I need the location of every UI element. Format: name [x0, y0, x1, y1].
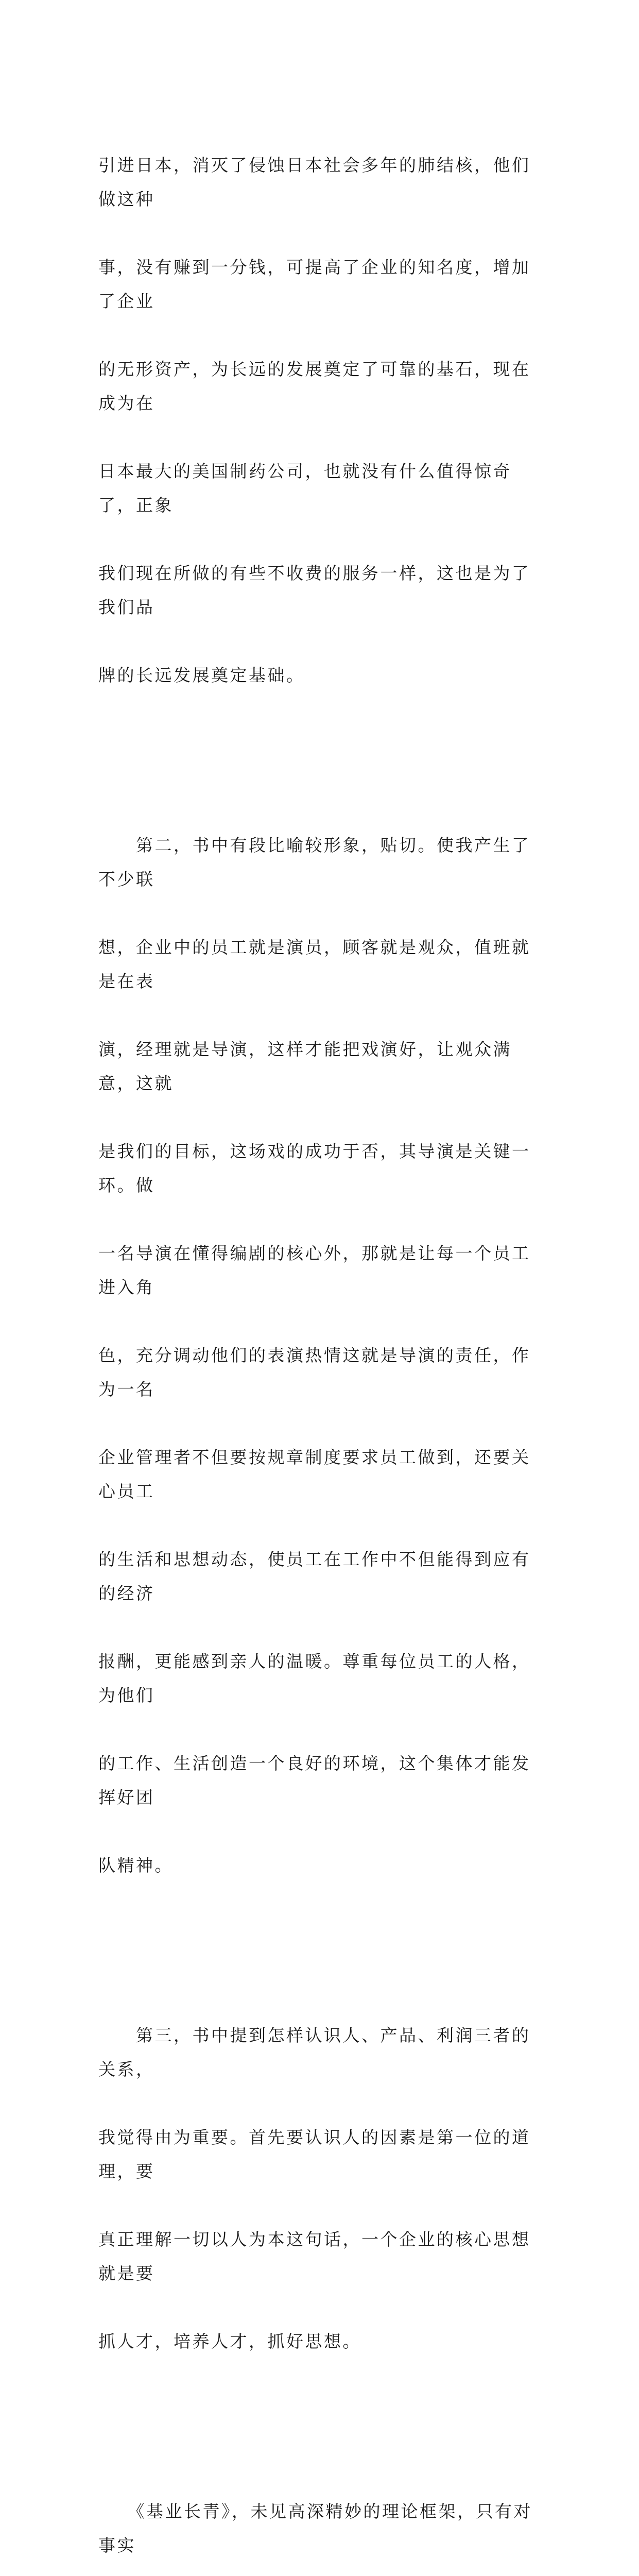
- text-line: 演，经理就是导演，这样才能把戏演好，让观众满意，这就: [98, 1039, 512, 1093]
- text-line: 抓人才，培养人才，抓好思想。: [98, 2331, 361, 2351]
- text-line: 一名导演在懂得编剧的核心外，那就是让每一个员工进入角: [98, 1243, 531, 1297]
- paragraph-1: [98, 80, 541, 760]
- text-line: 企业管理者不但要按规章制度要求员工做到，还要关心员工: [98, 1447, 531, 1501]
- text-line: 的生活和思想动态，使员工在工作中不但能得到应有的经济: [98, 1549, 531, 1603]
- text-line: 日本最大的美国制药公司，也就没有什么值得惊奇了，正象: [98, 461, 512, 515]
- text-line: 第二，书中有段比喻较形象，贴切。使我产生了不少联: [98, 835, 531, 889]
- text-line: 我觉得由为重要。首先要认识人的因素是第一位的道理，要: [98, 2127, 531, 2181]
- paragraph-3: [98, 1951, 541, 2427]
- text-line: 《基业长青》，未见高深精妙的理论框架，只有对事实: [98, 2501, 532, 2555]
- paragraph-2: [98, 760, 541, 1951]
- text-line: 是我们的目标，这场戏的成功于否，其导演是关键一环。做: [98, 1141, 531, 1195]
- text-line: 队精神。: [98, 1855, 174, 1875]
- paragraph-4: [98, 2427, 541, 2576]
- text-line: 事，没有赚到一分钱，可提高了企业的知名度，增加了企业: [98, 257, 531, 311]
- text-line: 牌的长远发展奠定基础。: [98, 665, 305, 685]
- text-line: 第三，书中提到怎样认识人、产品、利润三者的关系，: [98, 2025, 531, 2079]
- text-line: 色，充分调动他们的表演热情这就是导演的责任，作为一名: [98, 1345, 531, 1399]
- text-line: 我们现在所做的有些不收费的服务一样，这也是为了我们品: [98, 563, 531, 617]
- text-line: 的工作、生活创造一个良好的环境，这个集体才能发挥好团: [98, 1753, 531, 1807]
- body-text: [98, 80, 541, 2576]
- text-line: 引进日本，消灭了侵蚀日本社会多年的肺结核，他们做这种: [98, 155, 531, 209]
- text-line: 报酬，更能感到亲人的温暖。尊重每位员工的人格，为他们: [98, 1651, 531, 1705]
- text-line: 的无形资产，为长远的发展奠定了可靠的基石，现在成为在: [98, 359, 531, 413]
- text-line: 真正理解一切以人为本这句话，一个企业的核心思想就是要: [98, 2229, 531, 2283]
- text-line: 想，企业中的员工就是演员，顾客就是观众，值班就是在表: [98, 937, 531, 991]
